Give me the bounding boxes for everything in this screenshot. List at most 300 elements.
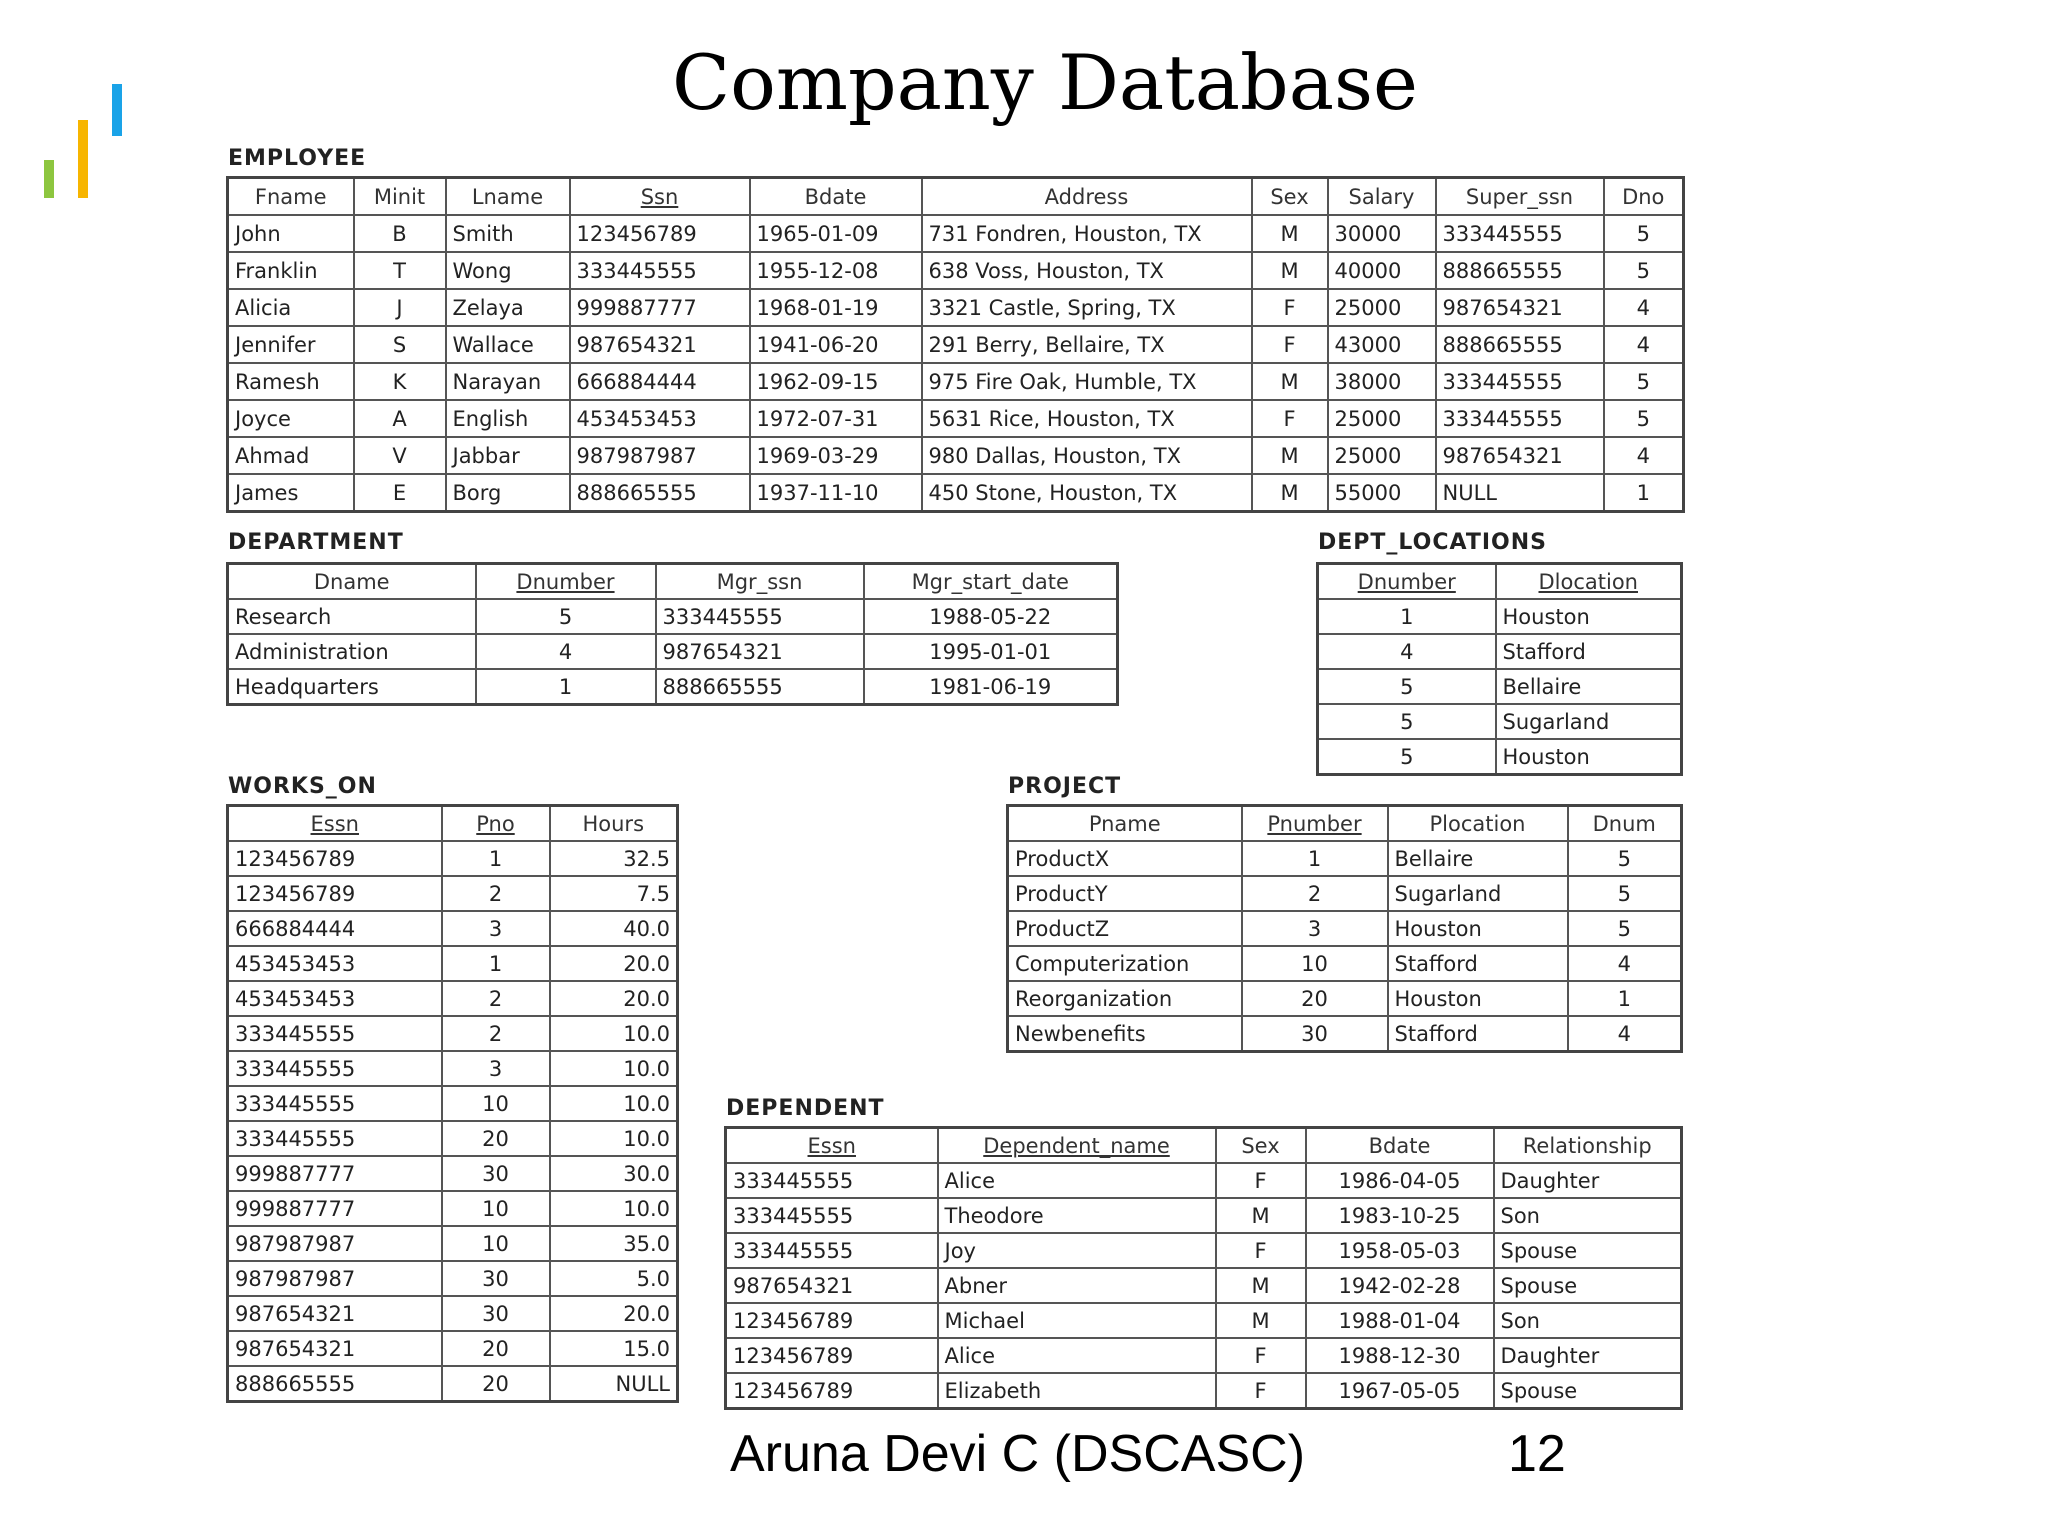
slide-title: Company Database: [671, 38, 1418, 127]
department-cell: Administration: [228, 634, 476, 669]
works-on-row: [228, 1051, 678, 1086]
employee-cell: Zelaya: [446, 289, 570, 326]
works-on-row: [228, 841, 678, 876]
footer-page-number: 12: [1508, 1425, 1566, 1483]
works-on-cell: 10.0: [550, 1086, 678, 1121]
department-label: DEPARTMENT: [228, 530, 404, 555]
works-on-cell: 3: [442, 1051, 550, 1086]
dependent-cell: 1986-04-05: [1306, 1163, 1494, 1198]
employee-cell: 975 Fire Oak, Humble, TX: [922, 363, 1252, 400]
project-cell: Houston: [1388, 911, 1568, 946]
works-on-cell: 15.0: [550, 1331, 678, 1366]
works-on-cell: 1: [442, 841, 550, 876]
works-on-cell: 30: [442, 1296, 550, 1331]
dept-locations-cell: Bellaire: [1496, 669, 1682, 704]
employee-cell: 888665555: [570, 474, 750, 512]
department-cell: Headquarters: [228, 669, 476, 705]
employee-cell: 1941-06-20: [750, 326, 922, 363]
employee-cell: S: [354, 326, 446, 363]
dependent-cell: Spouse: [1494, 1233, 1682, 1268]
dept-locations-cell: 1: [1318, 599, 1496, 634]
employee-cell: 987654321: [570, 326, 750, 363]
employee-cell: 38000: [1328, 363, 1436, 400]
works-on-cell: 999887777: [228, 1191, 442, 1226]
dependent-cell: 123456789: [726, 1338, 938, 1373]
works-on-cell: 987654321: [228, 1331, 442, 1366]
project-cell: 1: [1242, 841, 1388, 876]
works-on-row: [228, 1331, 678, 1366]
employee-cell: 30000: [1328, 215, 1436, 252]
dependent-cell: Joy: [938, 1233, 1216, 1268]
employee-cell: Jabbar: [446, 437, 570, 474]
works-on-cell: 10.0: [550, 1016, 678, 1051]
project-cell: Stafford: [1388, 1016, 1568, 1052]
employee-cell: 980 Dallas, Houston, TX: [922, 437, 1252, 474]
works-on-label: WORKS_ON: [228, 774, 377, 799]
dept-locations-row: [1318, 634, 1682, 669]
project-cell: Newbenefits: [1008, 1016, 1242, 1052]
employee-cell: 40000: [1328, 252, 1436, 289]
dependent-row: [726, 1198, 1682, 1233]
dependent-header-essn: Essn: [726, 1128, 938, 1164]
project-row: [1008, 841, 1682, 876]
dependent-header-sex: Sex: [1216, 1128, 1306, 1164]
project-cell: Houston: [1388, 981, 1568, 1016]
dependent-label: DEPENDENT: [726, 1096, 885, 1121]
project-header-dnum: Dnum: [1568, 806, 1682, 842]
works-on-cell: 32.5: [550, 841, 678, 876]
project-cell: ProductZ: [1008, 911, 1242, 946]
dept-locations-cell: 5: [1318, 669, 1496, 704]
department-cell: 1995-01-01: [864, 634, 1118, 669]
dependent-cell: 333445555: [726, 1233, 938, 1268]
dept-locations-row: [1318, 739, 1682, 775]
department-header-dname: Dname: [228, 564, 476, 600]
department-table: [226, 562, 1119, 706]
works-on-row: [228, 1156, 678, 1191]
dependent-cell: M: [1216, 1198, 1306, 1233]
dependent-row: [726, 1303, 1682, 1338]
project-cell: 5: [1568, 841, 1682, 876]
works-on-cell: 453453453: [228, 946, 442, 981]
employee-cell: 731 Fondren, Houston, TX: [922, 215, 1252, 252]
works-on-row: [228, 946, 678, 981]
works-on-header-pno: Pno: [442, 806, 550, 842]
dependent-cell: F: [1216, 1163, 1306, 1198]
project-row: [1008, 876, 1682, 911]
project-row: [1008, 946, 1682, 981]
works-on-cell: 20.0: [550, 981, 678, 1016]
dependent-cell: 123456789: [726, 1373, 938, 1409]
employee-cell: Franklin: [228, 252, 354, 289]
project-header-plocation: Plocation: [1388, 806, 1568, 842]
employee-cell: 5631 Rice, Houston, TX: [922, 400, 1252, 437]
employee-cell: Borg: [446, 474, 570, 512]
employee-cell: 55000: [1328, 474, 1436, 512]
works-on-header-hours: Hours: [550, 806, 678, 842]
employee-cell: 987654321: [1436, 289, 1604, 326]
employee-row: [228, 474, 1684, 512]
employee-cell: 1: [1604, 474, 1684, 512]
works-on-table: [226, 804, 679, 1403]
works-on-row: [228, 1296, 678, 1331]
employee-cell: Alicia: [228, 289, 354, 326]
project-cell: Bellaire: [1388, 841, 1568, 876]
employee-header-minit: Minit: [354, 178, 446, 216]
dependent-cell: 1967-05-05: [1306, 1373, 1494, 1409]
dependent-cell: 1988-12-30: [1306, 1338, 1494, 1373]
works-on-cell: 453453453: [228, 981, 442, 1016]
employee-cell: 1968-01-19: [750, 289, 922, 326]
project-cell: 3: [1242, 911, 1388, 946]
works-on-cell: 987987987: [228, 1261, 442, 1296]
project-cell: ProductX: [1008, 841, 1242, 876]
dependent-cell: 1983-10-25: [1306, 1198, 1494, 1233]
employee-cell: 123456789: [570, 215, 750, 252]
works-on-cell: 10: [442, 1191, 550, 1226]
employee-row: [228, 363, 1684, 400]
project-row: [1008, 981, 1682, 1016]
dependent-cell: Son: [1494, 1198, 1682, 1233]
employee-row: [228, 326, 1684, 363]
employee-cell: Wong: [446, 252, 570, 289]
employee-cell: 1972-07-31: [750, 400, 922, 437]
employee-cell: 333445555: [570, 252, 750, 289]
logo-bar-blue: [112, 84, 122, 136]
dependent-cell: Daughter: [1494, 1163, 1682, 1198]
dependent-cell: 333445555: [726, 1198, 938, 1233]
employee-cell: Jennifer: [228, 326, 354, 363]
department-cell: 4: [476, 634, 656, 669]
employee-cell: K: [354, 363, 446, 400]
employee-row: [228, 252, 1684, 289]
department-row: [228, 599, 1118, 634]
dept-locations-cell: Houston: [1496, 739, 1682, 775]
works-on-cell: 10.0: [550, 1121, 678, 1156]
employee-cell: T: [354, 252, 446, 289]
dependent-cell: Theodore: [938, 1198, 1216, 1233]
dept-locations-cell: 4: [1318, 634, 1496, 669]
employee-cell: 1955-12-08: [750, 252, 922, 289]
employee-table: [226, 176, 1685, 513]
dependent-row: [726, 1373, 1682, 1409]
employee-cell: NULL: [1436, 474, 1604, 512]
dependent-cell: 1942-02-28: [1306, 1268, 1494, 1303]
logo-bars-icon: [44, 84, 134, 204]
employee-cell: 4: [1604, 289, 1684, 326]
department-cell: 888665555: [656, 669, 864, 705]
works-on-row: [228, 1086, 678, 1121]
department-cell: 333445555: [656, 599, 864, 634]
dependent-row: [726, 1163, 1682, 1198]
employee-cell: 666884444: [570, 363, 750, 400]
works-on-header-essn: Essn: [228, 806, 442, 842]
dept-locations-label: DEPT_LOCATIONS: [1318, 530, 1547, 555]
dependent-cell: Alice: [938, 1338, 1216, 1373]
dependent-header-bdate: Bdate: [1306, 1128, 1494, 1164]
dependent-cell: 333445555: [726, 1163, 938, 1198]
works-on-cell: 123456789: [228, 841, 442, 876]
works-on-cell: 2: [442, 876, 550, 911]
project-row: [1008, 911, 1682, 946]
department-row: [228, 634, 1118, 669]
dept-locations-table: [1316, 562, 1683, 776]
works-on-cell: 10: [442, 1086, 550, 1121]
dependent-cell: F: [1216, 1338, 1306, 1373]
department-cell: 1988-05-22: [864, 599, 1118, 634]
employee-cell: M: [1252, 363, 1328, 400]
project-cell: 10: [1242, 946, 1388, 981]
works-on-cell: 40.0: [550, 911, 678, 946]
works-on-row: [228, 1191, 678, 1226]
logo-bar-yellow: [78, 120, 88, 198]
project-cell: 2: [1242, 876, 1388, 911]
project-cell: 30: [1242, 1016, 1388, 1052]
dependent-cell: Elizabeth: [938, 1373, 1216, 1409]
dept-locations-cell: Stafford: [1496, 634, 1682, 669]
department-header-mgr-ssn: Mgr_ssn: [656, 564, 864, 600]
works-on-cell: 1: [442, 946, 550, 981]
employee-cell: M: [1252, 437, 1328, 474]
dependent-header-relationship: Relationship: [1494, 1128, 1682, 1164]
works-on-cell: 5.0: [550, 1261, 678, 1296]
works-on-cell: 20: [442, 1366, 550, 1402]
dependent-cell: 1988-01-04: [1306, 1303, 1494, 1338]
employee-cell: 999887777: [570, 289, 750, 326]
employee-cell: Wallace: [446, 326, 570, 363]
works-on-cell: 666884444: [228, 911, 442, 946]
dependent-cell: M: [1216, 1303, 1306, 1338]
employee-cell: Narayan: [446, 363, 570, 400]
employee-cell: 5: [1604, 215, 1684, 252]
employee-cell: 43000: [1328, 326, 1436, 363]
works-on-row: [228, 1226, 678, 1261]
dependent-cell: Alice: [938, 1163, 1216, 1198]
project-cell: 1: [1568, 981, 1682, 1016]
dependent-cell: 123456789: [726, 1303, 938, 1338]
employee-cell: 25000: [1328, 289, 1436, 326]
employee-cell: M: [1252, 474, 1328, 512]
employee-cell: A: [354, 400, 446, 437]
employee-header-salary: Salary: [1328, 178, 1436, 216]
dept-locations-cell: 5: [1318, 739, 1496, 775]
employee-cell: 291 Berry, Bellaire, TX: [922, 326, 1252, 363]
employee-cell: V: [354, 437, 446, 474]
employee-header-address: Address: [922, 178, 1252, 216]
dept-locations-header-dnumber: Dnumber: [1318, 564, 1496, 600]
dependent-row: [726, 1233, 1682, 1268]
employee-cell: Ramesh: [228, 363, 354, 400]
dept-locations-row: [1318, 669, 1682, 704]
employee-header-super-ssn: Super_ssn: [1436, 178, 1604, 216]
employee-cell: J: [354, 289, 446, 326]
dependent-header-dependent-name: Dependent_name: [938, 1128, 1216, 1164]
dependent-cell: F: [1216, 1373, 1306, 1409]
employee-cell: 4: [1604, 437, 1684, 474]
dependent-cell: Michael: [938, 1303, 1216, 1338]
works-on-cell: 20: [442, 1121, 550, 1156]
dept-locations-row: [1318, 704, 1682, 739]
employee-cell: M: [1252, 252, 1328, 289]
employee-header-bdate: Bdate: [750, 178, 922, 216]
employee-header-lname: Lname: [446, 178, 570, 216]
employee-cell: 333445555: [1436, 363, 1604, 400]
employee-cell: 25000: [1328, 437, 1436, 474]
works-on-cell: 10.0: [550, 1051, 678, 1086]
employee-cell: 5: [1604, 363, 1684, 400]
employee-label: EMPLOYEE: [228, 146, 367, 171]
dependent-cell: F: [1216, 1233, 1306, 1268]
employee-cell: Smith: [446, 215, 570, 252]
works-on-row: [228, 1261, 678, 1296]
dependent-cell: Spouse: [1494, 1373, 1682, 1409]
works-on-cell: 30: [442, 1156, 550, 1191]
employee-cell: 1962-09-15: [750, 363, 922, 400]
department-cell: 5: [476, 599, 656, 634]
works-on-cell: 333445555: [228, 1086, 442, 1121]
works-on-cell: 10: [442, 1226, 550, 1261]
works-on-cell: 35.0: [550, 1226, 678, 1261]
works-on-cell: 333445555: [228, 1051, 442, 1086]
works-on-cell: 2: [442, 981, 550, 1016]
employee-cell: 987987987: [570, 437, 750, 474]
dependent-cell: Daughter: [1494, 1338, 1682, 1373]
employee-row: [228, 289, 1684, 326]
employee-cell: 888665555: [1436, 326, 1604, 363]
project-cell: 4: [1568, 1016, 1682, 1052]
employee-cell: E: [354, 474, 446, 512]
employee-header-ssn: Ssn: [570, 178, 750, 216]
works-on-cell: 987654321: [228, 1296, 442, 1331]
employee-cell: 450 Stone, Houston, TX: [922, 474, 1252, 512]
works-on-cell: 987987987: [228, 1226, 442, 1261]
employee-cell: F: [1252, 289, 1328, 326]
dependent-cell: 1958-05-03: [1306, 1233, 1494, 1268]
works-on-row: [228, 911, 678, 946]
works-on-cell: 20: [442, 1331, 550, 1366]
project-header-pname: Pname: [1008, 806, 1242, 842]
employee-cell: 333445555: [1436, 215, 1604, 252]
employee-cell: 4: [1604, 326, 1684, 363]
employee-row: [228, 437, 1684, 474]
works-on-cell: 30.0: [550, 1156, 678, 1191]
employee-cell: English: [446, 400, 570, 437]
employee-cell: 638 Voss, Houston, TX: [922, 252, 1252, 289]
works-on-row: [228, 1366, 678, 1402]
project-table: [1006, 804, 1683, 1053]
works-on-cell: 999887777: [228, 1156, 442, 1191]
project-row: [1008, 1016, 1682, 1052]
department-cell: 987654321: [656, 634, 864, 669]
employee-cell: 1965-01-09: [750, 215, 922, 252]
employee-cell: 1937-11-10: [750, 474, 922, 512]
project-cell: Stafford: [1388, 946, 1568, 981]
employee-cell: John: [228, 215, 354, 252]
project-cell: 4: [1568, 946, 1682, 981]
employee-cell: B: [354, 215, 446, 252]
works-on-cell: 7.5: [550, 876, 678, 911]
logo-bar-green: [44, 160, 54, 198]
dependent-cell: M: [1216, 1268, 1306, 1303]
dept-locations-cell: 5: [1318, 704, 1496, 739]
employee-cell: James: [228, 474, 354, 512]
project-cell: Computerization: [1008, 946, 1242, 981]
employee-cell: M: [1252, 215, 1328, 252]
works-on-row: [228, 876, 678, 911]
works-on-cell: 10.0: [550, 1191, 678, 1226]
department-cell: 1: [476, 669, 656, 705]
works-on-row: [228, 1016, 678, 1051]
project-cell: Reorganization: [1008, 981, 1242, 1016]
employee-cell: 25000: [1328, 400, 1436, 437]
dependent-table: [724, 1126, 1683, 1410]
works-on-cell: 20.0: [550, 946, 678, 981]
department-cell: Research: [228, 599, 476, 634]
employee-cell: F: [1252, 400, 1328, 437]
dependent-cell: Abner: [938, 1268, 1216, 1303]
employee-cell: Ahmad: [228, 437, 354, 474]
works-on-row: [228, 1121, 678, 1156]
employee-cell: 3321 Castle, Spring, TX: [922, 289, 1252, 326]
employee-cell: 5: [1604, 252, 1684, 289]
project-cell: 5: [1568, 911, 1682, 946]
dept-locations-cell: Sugarland: [1496, 704, 1682, 739]
employee-cell: 987654321: [1436, 437, 1604, 474]
employee-row: [228, 215, 1684, 252]
dependent-row: [726, 1338, 1682, 1373]
dept-locations-row: [1318, 599, 1682, 634]
employee-header-sex: Sex: [1252, 178, 1328, 216]
employee-header-fname: Fname: [228, 178, 354, 216]
works-on-cell: 3: [442, 911, 550, 946]
employee-cell: 1969-03-29: [750, 437, 922, 474]
works-on-cell: 2: [442, 1016, 550, 1051]
employee-cell: 453453453: [570, 400, 750, 437]
department-header-dnumber: Dnumber: [476, 564, 656, 600]
works-on-cell: 20.0: [550, 1296, 678, 1331]
works-on-cell: 888665555: [228, 1366, 442, 1402]
project-cell: 5: [1568, 876, 1682, 911]
works-on-cell: 123456789: [228, 876, 442, 911]
employee-cell: 333445555: [1436, 400, 1604, 437]
project-cell: Sugarland: [1388, 876, 1568, 911]
dependent-cell: Spouse: [1494, 1268, 1682, 1303]
works-on-cell: 333445555: [228, 1121, 442, 1156]
department-cell: 1981-06-19: [864, 669, 1118, 705]
works-on-cell: 333445555: [228, 1016, 442, 1051]
project-label: PROJECT: [1008, 774, 1122, 799]
employee-cell: Joyce: [228, 400, 354, 437]
dept-locations-cell: Houston: [1496, 599, 1682, 634]
dept-locations-header-dlocation: Dlocation: [1496, 564, 1682, 600]
dependent-cell: Son: [1494, 1303, 1682, 1338]
footer-author: Aruna Devi C (DSCASC): [730, 1425, 1306, 1483]
project-header-pnumber: Pnumber: [1242, 806, 1388, 842]
project-cell: 20: [1242, 981, 1388, 1016]
employee-cell: F: [1252, 326, 1328, 363]
department-header-mgr-start-date: Mgr_start_date: [864, 564, 1118, 600]
department-row: [228, 669, 1118, 705]
employee-header-dno: Dno: [1604, 178, 1684, 216]
employee-cell: 888665555: [1436, 252, 1604, 289]
project-cell: ProductY: [1008, 876, 1242, 911]
dependent-row: [726, 1268, 1682, 1303]
employee-row: [228, 400, 1684, 437]
works-on-cell: NULL: [550, 1366, 678, 1402]
dependent-cell: 987654321: [726, 1268, 938, 1303]
works-on-row: [228, 981, 678, 1016]
works-on-cell: 30: [442, 1261, 550, 1296]
